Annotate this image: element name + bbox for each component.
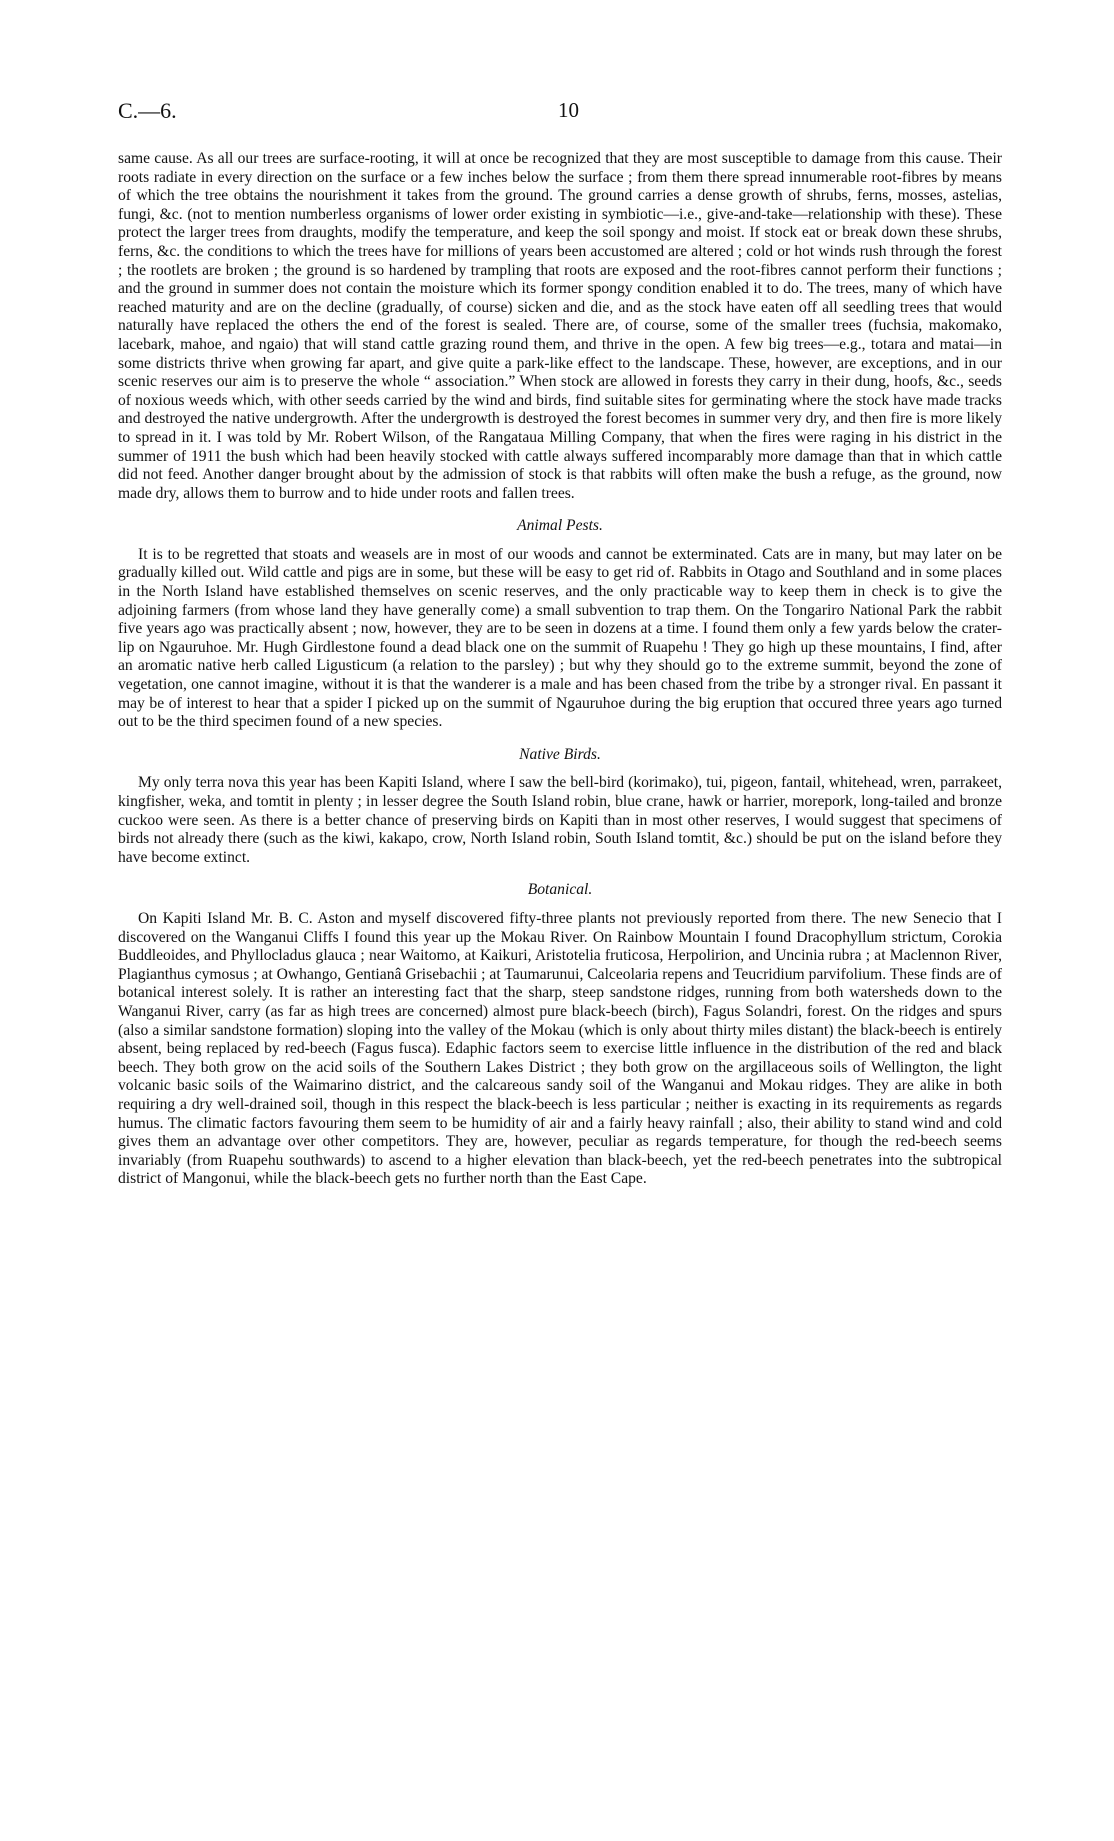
section-text-native-birds: My only terra nova this year has been Kapiti Island, where I saw the bell-bird (korimako), tui, pigeon, fantail, whitehead, wren, parrakeet, kingfisher, weka, and tomtit in plenty ; in lesser degree the South Island robin, blue crane, hawk or harrier, morepork, long-tailed and bronze cuckoo were seen. As there is a better chance of preserving birds on Kapiti than in most other reserves, I would suggest that specimens of birds not already there (such as the kiwi, kakapo, crow, North Island robin, South Island tomtit, &c.) should be put on the island before they have become extinct. [118,774,1002,866]
section-heading-animal-pests: Animal Pests. [517,517,603,535]
document-code: C.—6. [118,98,177,123]
page-number: 10 [558,98,579,122]
section-text-botanical: On Kapiti Island Mr. B. C. Aston and myself discovered fifty-three plants not previously reported from there. The new Senecio that I discovered on the Wanganui Cliffs I found this year up the Mokau River. On Rainbow Mountain I found Dracophyllum strictum, Corokia Buddleoides, and Phyllocladus glauca ; near Waitomo, at Kaikuri, Aristotelia fruticosa, Herpolirion, and Uncinia rubra ; at Maclennon River, Plagianthus cymosus ; at Owhango, Gentianâ Grisebachii ; at Taumarunui, Calceolaria repens and Teucridium parvifolium. These finds are of botanical interest solely. It is rather an interesting fact that the sharp, steep sandstone ridges, running from both watersheds down to the Wanganui River, carry (as far as high trees are concerned) almost pure black-beech (birch), Fagus Solandri, forest. On the ridges and spurs (also a similar sandstone formation) sloping into the valley of the Mokau (which is only about thirty miles distant) the black-beech is entirely absent, being replaced by red-beech (Fagus fusca). Edaphic factors seem to exercise little influence in the distribution of the red and black beech. They both grow on the acid soils of the Southern Lakes District ; they both grow on the argillaceous soils of Wellington, the light volcanic basic soils of the Waimarino district, and the calcareous sandy soil of the Wanganui and Mokau ridges. They are alike in both requiring a dry well-drained soil, though in this respect the black-beech is less particular ; neither is exacting in its requirements as regards humus. The climatic factors favouring them seem to be humidity of air and a fairly heavy rainfall ; also, their ability to stand wind and cold gives them an advantage over other competitors. They are, however, peculiar as regards temperature, for though the red-beech seems invariably (from Ruapehu southwards) to ascend to a higher elevation than black-beech, yet the red-beech penetrates into the subtropical district of Mangonui, while the black-beech gets no further north than the East Cape. [118,909,1002,1188]
page-header [118,98,998,128]
intro-paragraph: same cause. As all our trees are surface-rooting, it will at once be recognized that they are most susceptible to damage from this cause. Their roots radiate in every direction on the surface or a few inches below the surface ; from them there spread innumerable root-fibres by means of which the tree obtains the nourishment it takes from the ground. The ground carries a dense growth of shrubs, ferns, mosses, astelias, fungi, &c. (not to mention numberless organisms of lower order existing in symbiotic—i.e., give-and-take—relationship with these). These protect the larger trees from draughts, modify the temperature, and keep the soil spongy and moist. If stock eat or break down these shrubs, ferns, &c. the conditions to which the trees have for millions of years been accustomed are altered ; cold or hot winds rush through the forest ; the rootlets are broken ; the ground is so hardened by trampling that roots are exposed and the root-fibres cannot perform their functions ; and the ground in summer does not contain the moisture which its former spongy condition enabled it to do. The trees, many of which have reached maturity and are on the decline (gradually, of course) sicken and die, and as the stock have eaten off all seedling trees that would naturally have replaced the others the end of the forest is sealed. There are, of course, some of the smaller trees (fuchsia, makomako, lacebark, mahoe, and ngaio) that will stand cattle grazing round them, and thrive in the open. A few big trees—e.g., totara and matai—in some districts thrive when growing far apart, and give quite a park-like effect to the landscape. These, however, are exceptions, and in our scenic reserves our aim is to preserve the whole “ association.” When stock are allowed in forests they carry in their dung, hoofs, &c., seeds of noxious weeds which, with other seeds carried by the wind and birds, find suitable sites for germinating where the stock have made tracks and destroyed the native undergrowth. After the undergrowth is destroyed the forest becomes in summer very dry, and then fire is more likely to spread in it. I was told by Mr. Robert Wilson, of the Rangataua Milling Company, that when the fires were raging in his district in the summer of 1911 the bush which had been heavily stocked with cattle always suffered incomparably more damage than that in which cattle did not feed. Another danger brought about by the admission of stock is that rabbits will often make the bush a refuge, as the ground, now made dry, allows them to burrow and to hide under roots and fallen trees. [118,150,1002,502]
section-text-animal-pests: It is to be regretted that stoats and weasels are in most of our woods and cannot be exterminated. Cats are in many, but may later on be gradually killed out. Wild cattle and pigs are in some, but these will be easy to get rid of. Rabbits in Otago and Southland and in some places in the North Island have established themselves on scenic reserves, and the only practicable way to keep them in check is to give the adjoining farmers (from whose land they have generally come) a small subvention to trap them. On the Tongariro National Park the rabbit five years ago was practically absent ; now, however, they are to be seen in dozens at a time. I found them only a few yards below the crater-lip on Ngauruhoe. Mr. Hugh Girdlestone found a dead black one on the summit of Ruapehu ! They go high up these mountains, I find, after an aromatic native herb called Ligusticum (a relation to the parsley) ; but why they should go to the extreme summit, beyond the zone of vegetation, one cannot imagine, without it is that the wanderer is a male and has been chased from the tribe by a stronger rival. En passant it may be of interest to hear that a spider I picked up on the summit of Ngauruhoe during the big eruption that occured three years ago turned out to be the third specimen found of a new species. [118,545,1002,731]
section-heading-botanical: Botanical. [527,881,593,899]
document-body [118,150,1002,1189]
section-heading-native-birds: Native Birds. [519,745,601,763]
